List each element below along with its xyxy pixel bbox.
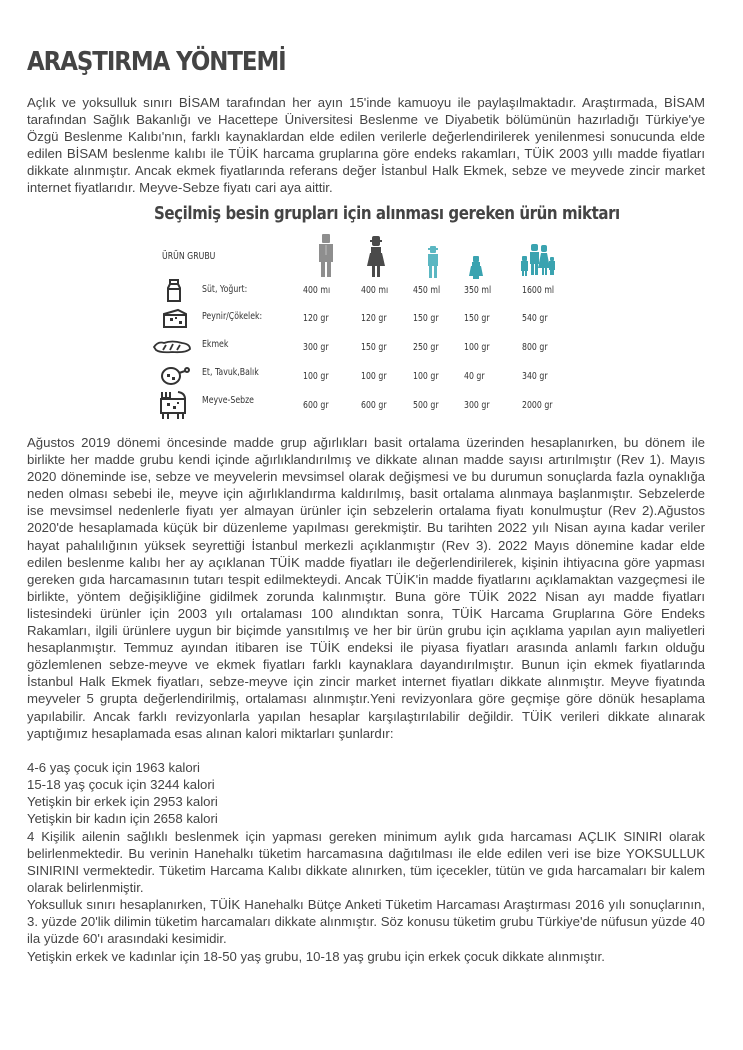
row-label-milk: Süt, Yoğurt: xyxy=(202,284,248,295)
value-cell: 120 gr xyxy=(303,313,329,324)
page-title: ARAŞTIRMA YÖNTEMİ xyxy=(27,47,286,78)
hunger-line-paragraph: 4 Kişilik ailenin sağlıklı beslenmek için yapması gereken minimum aylık gıda harcaması AÇLIK SINIRI olarak belirlenmektedir. Bu verinin Hanehalkı tüketim harcamasına dağıtılması ile elde edilen veri ise bize YOKSULLUK SINIRINI vermektedir. Tüketim Harcama Kalıbı dikkate alınırken, tüm içecekler, tütün ve gıda harcamaları bir kalem olarak belirlenmiştir. xyxy=(27,829,705,896)
value-cell: 40 gr xyxy=(464,371,485,382)
food-quantity-infographic xyxy=(140,204,620,424)
value-cell: 450 ml xyxy=(413,285,441,296)
calorie-item: 4-6 yaş çocuk için 1963 kalori xyxy=(27,760,200,775)
value-cell: 1600 ml xyxy=(522,285,555,296)
calorie-item: 15-18 yaş çocuk için 3244 kalori xyxy=(27,777,215,793)
value-cell: 2000 gr xyxy=(522,400,553,411)
calorie-list xyxy=(27,759,218,827)
value-cell: 150 gr xyxy=(413,313,439,324)
value-cell: 300 gr xyxy=(464,400,490,411)
meat-icon xyxy=(160,364,190,386)
row-label-meat: Et, Tavuk,Balık xyxy=(202,367,259,378)
intro-paragraph: Açlık ve yoksulluk sınırı BİSAM tarafından her ayın 15'inde kamuoyu ile paylaşılmaktadır. Araştırmada, BİSAM tarafından Sağlık Bakanlığı ve Hacettepe Üniversitesi Beslenme ve Diyabetik bölümünün hazırladığı Türkiye'ye Özgü Beslenme Kalıbı'nın, farklı kaynaklardan elde edilen verilerle değerlendirilerek yenilenmesi sonucunda elde edilen BİSAM beslenme kalıbı ile TÜİK harcama gruplarına göre endeks rakamları, TÜİK 2003 yıllı madde fiyatları dikkate alınmıştır. Ancak ekmek fiyatlarında referans değer İstanbul Halk Ekmek, sebze ve meyvede zincir market internet fiyatlarıdır. Meyve-Sebze fiyatı cari aya aittir. xyxy=(27,95,705,196)
value-cell: 540 gr xyxy=(522,313,548,324)
poverty-line-paragraph: Yoksulluk sınırı hesaplanırken, TÜİK Hanehalkı Bütçe Anketi Tüketim Harcaması Araştırması 2016 yılı sonuçlarının, 3. yüzde 20'lik dilimin tüketim harcamaları dikkate alınmıştır. Söz konusu tüketim grubu Türkiye'de nüfusun yüzde 40 ila yüzde 60'ı arasındaki kesimidir. xyxy=(27,897,705,947)
value-cell: 500 gr xyxy=(413,400,439,411)
value-cell: 100 gr xyxy=(361,371,387,382)
adult-man-icon xyxy=(316,234,336,278)
value-cell: 600 gr xyxy=(303,400,329,411)
value-cell: 300 gr xyxy=(303,342,329,353)
calorie-item: Yetişkin bir erkek için 2953 kalori xyxy=(27,794,218,810)
value-cell: 400 mı xyxy=(361,285,389,296)
bread-icon xyxy=(152,340,192,354)
row-label-cheese: Peynir/Çökelek: xyxy=(202,311,263,322)
method-paragraph: Ağustos 2019 dönemi öncesinde madde grup ağırlıkları basit ortalama üzerinden hesaplanırken, bu dönem ile birlikte her madde grubu kendi içinde ağırlıklandırılmış ve dikkate alınan madde sayısı artırılmıştır (Rev 1). Mayıs 2020 döneminde ise, sebze ve meyvelerin mevsimsel olarak değişmesi ve bu durumun sonuçlarda fazla oynaklığa neden olması sebebi ile, meyve için ağırlıklandırma kaldırılmış, basit ortalama alınmaya başlanmıştır. Sebzelerde ise mevsimsel nedenlerle fiyatı yer almayan ürünler için sebzelerin ortalama fiyatı konulmuştur (Rev 2).Ağustos 2020'de hesaplamada küçük bir düzenleme yapılması gerekmiştir. Bu tarihten 2022 yılı Nisan ayına kadar veriler hayat pahalılığının yüksek seyrettiği İstanbul merkezli açıklanmıştır (Rev 3). 2022 Mayıs dönemine kadar elde edilen beslenme kalıbı her ay açıklanan TÜİK madde fiyatları ile değerlendirilerek, kişinin ihtiyacına göre yapması gereken gıda harcamasının tutarı tespit edilmekteydi. Ancak TÜİK'in madde fiyatlarını açıklamaktan vazgeçmesi ile birlikte, yöntem değişikliğine gidilmek zorunda kalınmıştır. Buna göre TÜİK 2022 Nisan ayı madde fiyatları listesindeki ürünler için 2003 yılı ortalaması 100 alındıktan sonra, TÜİK Harcama Gruplarına Göre Endeks Rakamları, ilgili ürünlere uygun bir biçimde yansıtılmış ve her bir ürün grubu için açıklama yapılan ayın maliyetleri hesaplanmıştır. Temmuz ayından itibaren ise TÜİK endeksi ile piyasa fiyatları arasında anlamlı farkın olduğu gözlemlenen sebze-meyve ve ekmek fiyatları farklı kaynaklara dayandırılmıştır. Bunun için ekmek fiyatlarında İstanbul Halk Ekmek fiyatları, sebze-meyve için zincir market internet fiyatları dikkate alınmıştır. Meyve fiyatında meyveler 5 grupta değerlendirilmiş, ortalaması alınmıştır.Yeni revizyonlara göre geçmişe göre dönük hesaplama yapılabilir. Ancak farklı revizyonlarla yapılan hesaplar karşılaştırılabilir değildir. TÜİK verileri dikkate alınarak yaptığımız hesaplamada esas alınan kalori miktarları şunlardır: xyxy=(27,435,705,741)
cheese-icon xyxy=(162,308,188,328)
value-cell: 340 gr xyxy=(522,371,548,382)
value-cell: 600 gr xyxy=(361,400,387,411)
value-cell: 150 gr xyxy=(361,342,387,353)
value-cell: 100 gr xyxy=(303,371,329,382)
value-cell: 100 gr xyxy=(413,371,439,382)
teen-boy-icon xyxy=(426,246,440,279)
value-cell: 350 ml xyxy=(464,285,492,296)
product-group-header: ÜRÜN GRUBU xyxy=(162,251,216,262)
value-cell: 400 mı xyxy=(303,285,331,296)
value-cell: 250 gr xyxy=(413,342,439,353)
calorie-item: Yetişkin bir kadın için 2658 kalori xyxy=(27,811,218,827)
row-label-bread: Ekmek xyxy=(202,339,229,350)
value-cell: 100 gr xyxy=(464,342,490,353)
row-label-fruit-veg: Meyve-Sebze xyxy=(202,395,254,406)
age-group-paragraph: Yetişkin erkek ve kadınlar için 18-50 yaş grubu, 10-18 yaş grubu için erkek çocuk dikkate alınmıştır. xyxy=(27,949,605,964)
child-icon xyxy=(469,256,483,279)
value-cell: 120 gr xyxy=(361,313,387,324)
infographic-title: Seçilmiş besin grupları için alınması gereken ürün miktarı xyxy=(154,204,620,224)
fruit-vegetable-icon xyxy=(158,390,188,420)
value-cell: 150 gr xyxy=(464,313,490,324)
adult-woman-icon xyxy=(366,236,386,278)
milk-bottle-icon xyxy=(166,279,182,303)
family-icon xyxy=(520,244,556,278)
value-cell: 800 gr xyxy=(522,342,548,353)
